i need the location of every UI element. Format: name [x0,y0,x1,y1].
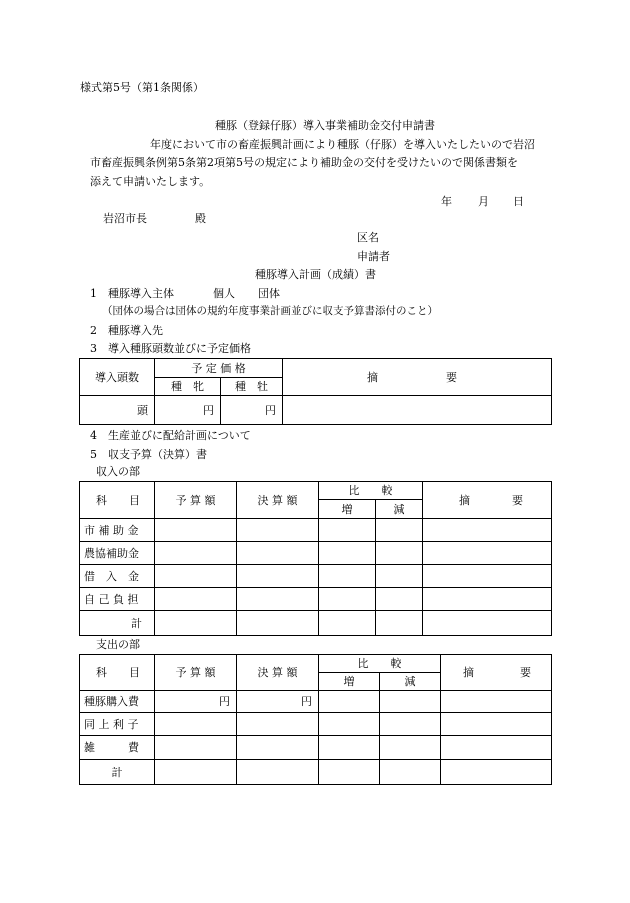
income-cell[interactable] [376,565,423,588]
expense-cell[interactable] [319,713,380,736]
table-row [80,691,552,713]
date-month: 月 [478,195,489,208]
plan-title: 種豚導入計画（成績）書 [255,268,376,281]
income-cell[interactable] [155,519,237,542]
section1-group: 団体 [258,287,280,300]
expense-cell[interactable] [441,713,552,736]
female-price-cell[interactable]: 円 [221,396,283,425]
expense-cell[interactable] [155,760,237,785]
income-cell[interactable] [237,565,319,588]
addressee-name: 岩沼市長 [103,212,147,225]
income-cell[interactable] [376,588,423,611]
expense-cell[interactable] [319,691,380,713]
table-row [80,611,552,636]
income-item-header [80,482,155,519]
expense-item-header-a: 科 [96,666,107,679]
income-row-label: 農協補助金 [80,542,155,565]
expense-cell[interactable] [237,736,319,760]
price-header: 予 定 価 格 [155,359,283,378]
section3-label: 3 導入種豚頭数並びに予定価格 [90,342,251,355]
expense-cell[interactable] [237,713,319,736]
expense-cell[interactable] [319,736,380,760]
income-cell[interactable] [237,588,319,611]
income-cell[interactable] [155,588,237,611]
income-item-header-a: 科 [96,493,107,507]
income-cell[interactable] [423,519,552,542]
income-cell[interactable] [376,611,423,636]
intro-line-3: 添えて申請いたします。 [90,175,211,188]
expense-decrease-header: 減 [380,673,441,691]
table-row [80,760,552,785]
expense-cell[interactable] [441,691,552,713]
expense-settlement-header: 決 算 額 [237,655,319,691]
table-row [80,542,552,565]
income-cell[interactable] [237,611,319,636]
section4-label: 4 生産並びに配給計画について [90,429,251,442]
income-cell[interactable] [155,611,237,636]
expense-table [79,654,552,785]
district-label: 区名 [357,231,379,244]
income-increase-header: 増 [319,500,376,519]
remarks-header [283,359,552,396]
income-compare-header: 比 較 [319,482,423,500]
section2-label: 2 種豚導入先 [90,324,163,337]
income-cell[interactable] [155,542,237,565]
expense-row-label: 種豚購入費 [80,691,155,713]
table-row [80,736,552,760]
expense-remarks-b: 要 [520,666,531,679]
table-row [80,713,552,736]
male-price-cell[interactable]: 円 [155,396,221,425]
income-cell[interactable] [237,519,319,542]
income-remarks-b: 要 [512,493,523,507]
section1-individual: 個人 [213,287,235,300]
income-caption: 収入の部 [96,465,140,478]
expense-caption: 支出の部 [96,638,140,651]
expense-remarks-header [441,655,552,691]
female-header: 種 牡 [221,378,283,396]
expense-total-label: 計 [80,760,155,785]
expense-budget-header: 予 算 額 [155,655,237,691]
income-cell[interactable] [376,542,423,565]
intro-line-2: 市畜産振興条例第5条第2項第5号の規定により補助金の交付を受けたいので関係書類を [90,156,518,169]
income-cell[interactable] [376,519,423,542]
income-cell[interactable] [319,565,376,588]
expense-item-header-b: 目 [129,666,140,679]
intro-line-1: 年度において市の畜産振興計画により種豚（仔豚）を導入いたしたいので岩沼 [150,138,535,151]
remarks-left: 摘 [367,370,378,384]
income-cell[interactable] [319,519,376,542]
expense-cell[interactable] [155,713,237,736]
expense-cell[interactable] [380,713,441,736]
income-cell[interactable] [423,542,552,565]
expense-cell[interactable] [441,736,552,760]
income-row-label: 自 己 負 担 [80,588,155,611]
expense-compare-header: 比 較 [319,655,441,673]
section5-label: 5 収支予算（決算）書 [90,448,207,461]
table-row [80,565,552,588]
expense-settlement-cell[interactable]: 円 [237,691,319,713]
expense-budget-cell[interactable]: 円 [155,691,237,713]
income-budget-header: 予 算 額 [155,482,237,519]
income-settlement-header: 決 算 額 [237,482,319,519]
date-year: 年 [441,195,452,208]
section1-label: 1 種豚導入主体 [90,287,174,300]
expense-row-label: 同 上 利 子 [80,713,155,736]
expense-cell[interactable] [380,736,441,760]
income-row-label: 借 入 金 [80,565,155,588]
expense-item-header [80,655,155,691]
expense-cell[interactable] [380,691,441,713]
income-total-label: 計 [80,611,155,636]
income-cell[interactable] [319,611,376,636]
table-row [80,519,552,542]
head-count-cell[interactable]: 頭 [80,396,155,425]
table-row [80,588,552,611]
income-row-label: 市 補 助 金 [80,519,155,542]
income-remarks-header [423,482,552,519]
income-cell[interactable] [319,588,376,611]
income-remarks-a: 摘 [459,493,470,507]
expense-remarks-a: 摘 [463,666,474,679]
expense-cell[interactable] [155,736,237,760]
income-item-header-b: 目 [129,493,140,507]
income-table [79,481,552,636]
price-table [79,358,552,425]
remarks-right: 要 [446,370,457,384]
income-cell[interactable] [155,565,237,588]
addressee-honorific: 殿 [195,212,206,225]
income-cell[interactable] [319,542,376,565]
document-title: 種豚（登録仔豚）導入事業補助金交付申請書 [215,119,435,132]
expense-cell[interactable] [237,760,319,785]
income-cell[interactable] [423,611,552,636]
income-decrease-header: 減 [376,500,423,519]
applicant-label: 申請者 [357,250,390,263]
expense-cell[interactable] [319,760,380,785]
expense-row-label: 雑 費 [80,736,155,760]
expense-cell[interactable] [380,760,441,785]
head-count-header: 導入頭数 [80,359,155,396]
income-cell[interactable] [423,588,552,611]
income-cell[interactable] [237,542,319,565]
remarks-cell[interactable] [283,396,552,425]
form-number: 様式第5号（第1条関係） [80,81,204,94]
expense-cell[interactable] [441,760,552,785]
expense-increase-header: 増 [319,673,380,691]
section1-note: （団体の場合は団体の規約年度事業計画並びに収支予算書添付のこと） [102,305,438,317]
income-cell[interactable] [423,565,552,588]
date-day: 日 [513,195,524,208]
male-header: 種 牝 [155,378,221,396]
